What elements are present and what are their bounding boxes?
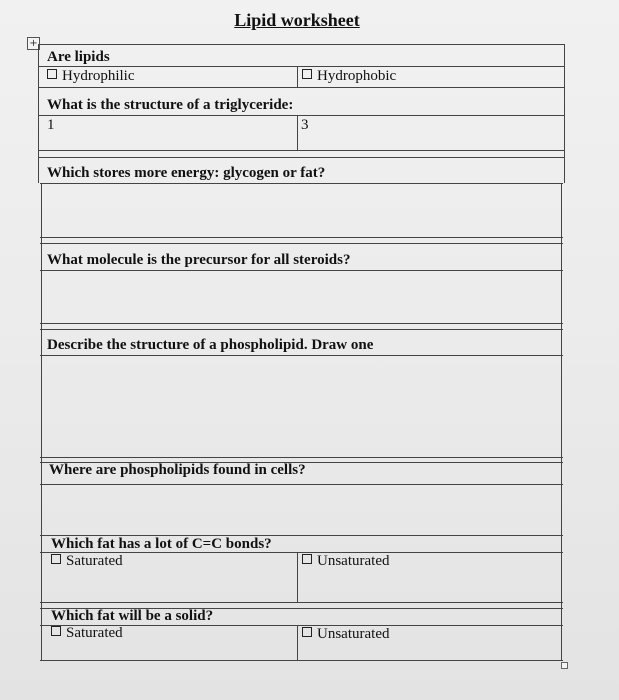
table-rule xyxy=(38,87,565,88)
checkbox-icon[interactable] xyxy=(302,554,312,564)
option-saturated[interactable]: Saturated xyxy=(51,625,123,642)
table-rule xyxy=(40,457,563,458)
table-rule xyxy=(40,323,563,324)
option-unsaturated[interactable]: Unsaturated xyxy=(302,626,389,643)
answer-area-steroids[interactable] xyxy=(42,271,560,322)
table-rule xyxy=(40,329,563,330)
checkbox-icon[interactable] xyxy=(51,554,61,564)
table-border xyxy=(38,44,39,183)
question-steroids: What molecule is the precursor for all steroids? xyxy=(47,252,351,268)
table-resize-handle-icon[interactable] xyxy=(561,662,568,669)
table-rule xyxy=(38,150,565,151)
table-rule xyxy=(38,66,565,67)
answer-area-found[interactable] xyxy=(42,485,560,534)
column-divider xyxy=(297,115,298,150)
question-energy: Which stores more energy: glycogen or fat? xyxy=(47,165,326,181)
option-saturated[interactable]: Saturated xyxy=(51,553,123,570)
question-cc-bonds: Which fat has a lot of C=C bonds? xyxy=(51,536,272,552)
column-divider xyxy=(297,66,298,87)
triglyceride-cell-1[interactable]: 1 xyxy=(47,117,55,133)
checkbox-icon[interactable] xyxy=(302,627,312,637)
table-rule xyxy=(38,115,565,116)
checkbox-icon[interactable] xyxy=(302,69,312,79)
column-divider xyxy=(297,552,298,602)
option-hydrophobic[interactable]: Hydrophobic xyxy=(302,68,396,85)
table-rule xyxy=(38,44,565,45)
answer-area-energy[interactable] xyxy=(42,184,560,236)
checkbox-icon[interactable] xyxy=(51,626,61,636)
triglyceride-cell-3[interactable]: 3 xyxy=(301,117,309,133)
table-rule xyxy=(40,602,563,603)
option-unsaturated[interactable]: Unsaturated xyxy=(302,553,389,570)
answer-area-phospholipid[interactable] xyxy=(42,356,560,456)
question-triglyceride: What is the structure of a triglyceride: xyxy=(47,97,294,113)
question-solid: Which fat will be a solid? xyxy=(51,608,214,624)
table-rule xyxy=(40,660,563,661)
table-rule xyxy=(40,243,563,244)
table-rule xyxy=(38,157,565,158)
question-are-lipids: Are lipids xyxy=(47,49,110,65)
option-hydrophilic[interactable]: Hydrophilic xyxy=(47,68,135,85)
question-phospholipid: Describe the structure of a phospholipid. Draw one xyxy=(47,337,374,353)
column-divider xyxy=(297,625,298,660)
worksheet-title: Lipid worksheet xyxy=(234,10,360,30)
table-border xyxy=(564,44,565,183)
table-move-handle-icon[interactable]: + xyxy=(27,37,40,50)
question-found-in-cells: Where are phospholipids found in cells? xyxy=(49,462,306,478)
table-rule xyxy=(40,237,563,238)
checkbox-icon[interactable] xyxy=(47,69,57,79)
table-border xyxy=(561,183,562,661)
